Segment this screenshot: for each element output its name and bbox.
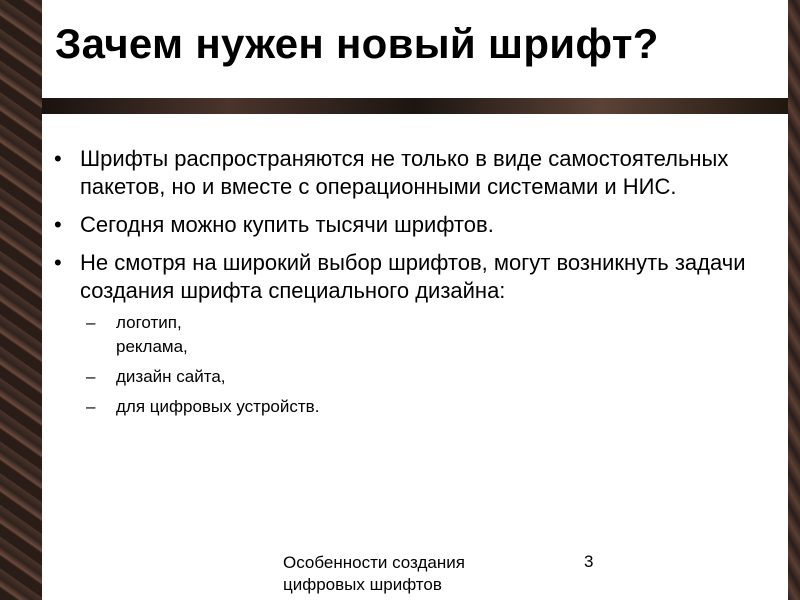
bullet-text: Шрифты распространяются не только в виде самостоятельных пакетов, но и вместе с операционными системами и НИС. (80, 146, 729, 199)
dash-marker: – (86, 397, 96, 416)
background-texture-left (0, 0, 42, 600)
sub-bullet-text: дизайн сайта, (116, 367, 226, 386)
sub-bullet-list (80, 311, 754, 419)
sub-bullet-text: логотип, (116, 313, 182, 332)
dash-marker: – (86, 313, 96, 332)
sub-bullet-text: реклама, (116, 337, 188, 356)
footer-text: Особенности создания цифровых шрифтов (283, 553, 465, 594)
bullet-marker: • (54, 146, 62, 171)
sub-bullet-text: для цифровых устройств. (116, 397, 320, 416)
bullet-text: Не смотря на широкий выбор шрифтов, могут возникнуть задачи создания шрифта специального дизайна: (80, 250, 746, 303)
list-item (54, 211, 754, 239)
dash-marker: – (86, 367, 96, 386)
background-texture-right (788, 0, 800, 600)
slide-title: Зачем нужен новый шрифт? (55, 20, 659, 67)
page-number: 3 (584, 552, 594, 571)
title-divider-strip (42, 98, 788, 114)
bullet-list (54, 145, 754, 429)
sub-list-item (80, 395, 754, 419)
sub-list-item (80, 311, 754, 359)
sub-list-item (80, 365, 754, 389)
bullet-text: Сегодня можно купить тысячи шрифтов. (80, 212, 494, 237)
list-item (54, 249, 754, 419)
list-item (54, 145, 754, 201)
bullet-marker: • (54, 212, 62, 237)
bullet-marker: • (54, 250, 62, 275)
